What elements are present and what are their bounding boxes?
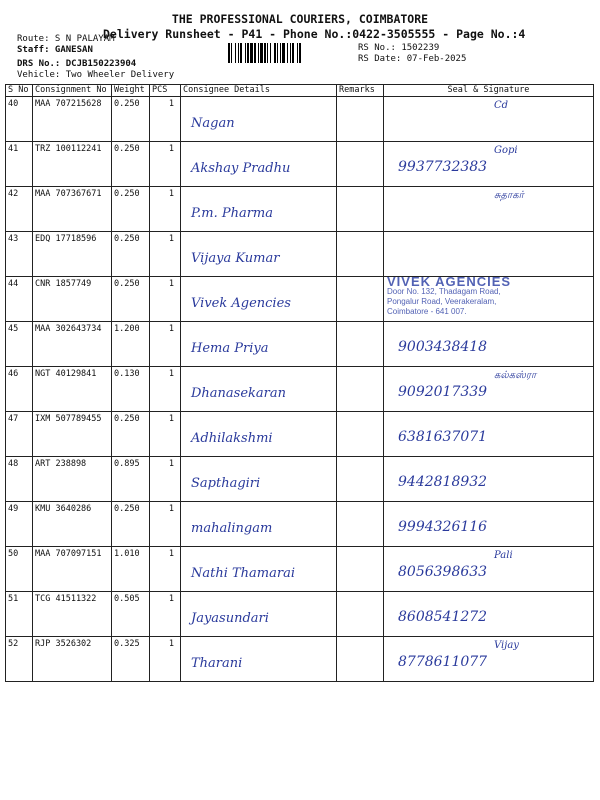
stamp-line: Coimbatore - 641 007. [387,307,467,316]
cell-consignee [181,277,337,322]
table-row [6,592,594,637]
cell-signature [384,232,594,277]
cell-signature [384,277,594,322]
cell-sno: 48 [6,457,33,502]
seal-stamp [387,277,511,317]
runsheet-table [5,84,594,682]
cell-remarks [337,187,384,232]
cell-weight: 0.130 [112,367,150,412]
cell-remarks [337,637,384,682]
cell-weight: 0.250 [112,412,150,457]
cell-consignee [181,322,337,367]
cell-consignment: MAA 302643734 [33,322,112,367]
cell-weight: 0.325 [112,637,150,682]
table-row [6,322,594,367]
cell-signature [384,457,594,502]
cell-pcs: 1 [150,97,181,142]
cell-consignment: ART 238898 [33,457,112,502]
cell-pcs: 1 [150,412,181,457]
cell-consignment: KMU 3640286 [33,502,112,547]
cell-weight: 0.250 [112,277,150,322]
signature-phone: 9994326116 [398,519,488,535]
consignee-name: Jayasundari [191,611,269,626]
cell-sno: 45 [6,322,33,367]
cell-remarks [337,367,384,412]
cell-consignment: EDQ 17718596 [33,232,112,277]
cell-sno: 47 [6,412,33,457]
cell-consignee [181,232,337,277]
col-sno: S No [6,85,33,97]
signature-phone: 9937732383 [398,159,488,175]
consignee-name: Hema Priya [191,341,269,356]
signature-mark: கல்கஸ்ரா [494,370,537,381]
col-remarks: Remarks [337,85,384,97]
cell-consignment: RJP 3526302 [33,637,112,682]
stamp-line: VIVEK AGENCIES [387,276,512,289]
cell-consignee [181,547,337,592]
cell-pcs: 1 [150,277,181,322]
cell-pcs: 1 [150,232,181,277]
cell-pcs: 1 [150,547,181,592]
table-row [6,142,594,187]
cell-weight: 1.010 [112,547,150,592]
cell-remarks [337,457,384,502]
cell-weight: 0.895 [112,457,150,502]
signature-phone: 8056398633 [398,564,488,580]
col-weight: Weight [112,85,150,97]
cell-sno: 52 [6,637,33,682]
cell-remarks [337,412,384,457]
cell-remarks [337,592,384,637]
cell-consignment: IXM 507789455 [33,412,112,457]
cell-consignee [181,142,337,187]
cell-remarks [337,232,384,277]
table-row [6,187,594,232]
cell-consignment: MAA 707367671 [33,187,112,232]
signature-phone: 9092017339 [398,384,488,400]
col-pcs: PCS [150,85,181,97]
signature-phone: 8778611077 [398,654,488,670]
table-row [6,412,594,457]
cell-sno: 51 [6,592,33,637]
cell-sno: 42 [6,187,33,232]
stamp-line: Pongalur Road, Veerakeralam, [387,297,497,306]
cell-signature [384,592,594,637]
cell-remarks [337,277,384,322]
signature-phone: 6381637071 [398,429,488,445]
cell-remarks [337,97,384,142]
cell-weight: 0.250 [112,232,150,277]
table-row [6,637,594,682]
cell-weight: 0.250 [112,142,150,187]
cell-signature [384,547,594,592]
consignee-name: Tharani [191,656,243,671]
signature-mark: Cd [494,100,509,111]
consignee-name: Vivek Agencies [191,296,291,311]
cell-signature [384,412,594,457]
cell-consignment: NGT 40129841 [33,367,112,412]
table-row [6,97,594,142]
cell-consignment: CNR 1857749 [33,277,112,322]
cell-pcs: 1 [150,367,181,412]
barcode-icon [228,43,350,63]
table-row [6,232,594,277]
cell-weight: 0.250 [112,97,150,142]
cell-sno: 43 [6,232,33,277]
cell-consignee [181,502,337,547]
cell-signature [384,97,594,142]
cell-pcs: 1 [150,592,181,637]
consignee-name: Vijaya Kumar [191,251,280,266]
cell-weight: 0.505 [112,592,150,637]
cell-consignee [181,97,337,142]
cell-consignment: TCG 41511322 [33,592,112,637]
rs-date: RS Date: 07-Feb-2025 [358,54,467,64]
cell-consignee [181,457,337,502]
cell-weight: 0.250 [112,187,150,232]
cell-signature [384,637,594,682]
cell-sno: 40 [6,97,33,142]
cell-pcs: 1 [150,457,181,502]
consignee-name: mahalingam [191,521,273,536]
signature-phone: 9003438418 [398,339,488,355]
consignee-name: Nathi Thamarai [191,566,296,581]
cell-remarks [337,322,384,367]
cell-consignee [181,412,337,457]
cell-sno: 46 [6,367,33,412]
cell-pcs: 1 [150,142,181,187]
signature-phone: 9442818932 [398,474,488,490]
signature-mark: Pali [494,550,513,561]
cell-signature [384,187,594,232]
cell-pcs: 1 [150,187,181,232]
consignee-name: Nagan [191,116,235,131]
cell-remarks [337,547,384,592]
cell-pcs: 1 [150,322,181,367]
table-row [6,457,594,502]
cell-consignee [181,592,337,637]
stamp-line: Door No. 132, Thadagam Road, [387,287,501,296]
cell-signature [384,367,594,412]
col-consignee: Consignee Details [181,85,337,97]
cell-signature [384,142,594,187]
signature-phone: 8608541272 [398,609,488,625]
cell-consignee [181,637,337,682]
route-label: Route: S N PALAYAM [17,34,115,44]
cell-sno: 50 [6,547,33,592]
cell-weight: 1.200 [112,322,150,367]
cell-remarks [337,142,384,187]
consignee-name: Akshay Pradhu [191,161,291,176]
cell-pcs: 1 [150,502,181,547]
col-consignment: Consignment No [33,85,112,97]
table-row [6,547,594,592]
col-seal-signature: Seal & Signature [384,85,594,97]
staff-label: Staff: GANESAN [17,45,93,55]
cell-consignment: MAA 707097151 [33,547,112,592]
drs-number: DRS No.: DCJB150223904 [17,59,137,69]
vehicle-label: Vehicle: Two Wheeler Delivery [17,70,175,80]
document-subtitle: Delivery Runsheet - P41 - Phone No.:0422-3505555 - Page No.:4 [103,27,526,41]
cell-signature [384,502,594,547]
consignee-name: Dhanasekaran [191,386,286,401]
cell-weight: 0.250 [112,502,150,547]
consignee-name: Sapthagiri [191,476,261,491]
cell-consignee [181,367,337,412]
table-header-row [6,85,594,97]
cell-sno: 49 [6,502,33,547]
table-row [6,502,594,547]
consignee-name: P.m. Pharma [191,206,273,221]
cell-sno: 44 [6,277,33,322]
consignee-name: Adhilakshmi [191,431,273,446]
cell-pcs: 1 [150,637,181,682]
signature-mark: Vijay [494,640,519,651]
signature-mark: Gopi [494,145,518,156]
cell-consignee [181,187,337,232]
cell-consignment: TRZ 100112241 [33,142,112,187]
table-row [6,277,594,322]
cell-sno: 41 [6,142,33,187]
cell-signature [384,322,594,367]
table-row [6,367,594,412]
rs-number: RS No.: 1502239 [358,43,440,53]
cell-remarks [337,502,384,547]
signature-mark: சுதாகர் [494,190,524,201]
document-title: THE PROFESSIONAL COURIERS, COIMBATORE [171,12,429,26]
cell-consignment: MAA 707215628 [33,97,112,142]
